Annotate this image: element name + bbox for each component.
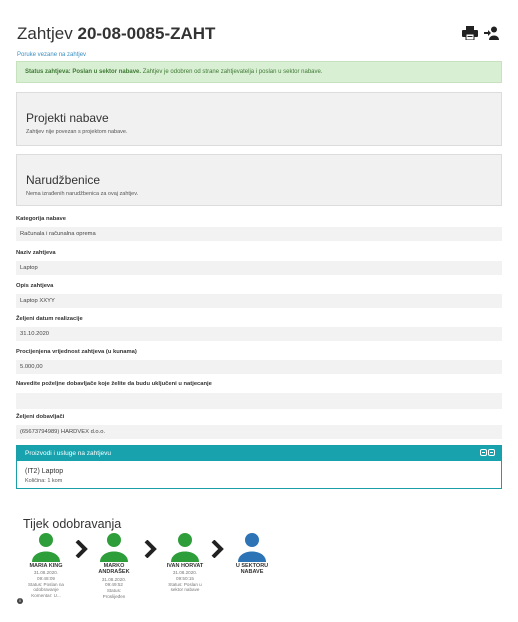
step-status-cont: Proslijeđen xyxy=(102,593,126,599)
step-time: 09:50:15 xyxy=(176,576,194,581)
user-icon xyxy=(169,532,201,562)
field-label: Opis zahtjeva xyxy=(16,283,54,289)
approval-flow-title: Tijek odobravanja xyxy=(23,517,122,531)
approver-meta xyxy=(16,570,76,604)
field-label: Procijenjena vrijednost zahtjeva (u kunama) xyxy=(16,349,137,355)
approval-step xyxy=(155,532,215,593)
approver-name: MARKO ANDRAŠEK xyxy=(98,563,130,576)
approver-name: U SEKTORU NABAVE xyxy=(235,563,269,576)
products-toggle xyxy=(480,449,495,456)
step-status: Status: Poslan na xyxy=(27,581,64,587)
page-title xyxy=(17,24,215,44)
field-label: Navedite poželjne dobavljače koje želite da budu uključeni u natjecanje xyxy=(16,381,212,387)
status-alert xyxy=(16,61,502,83)
approver-name: IVAN HORVAT xyxy=(166,563,204,569)
info-icon[interactable]: i xyxy=(17,598,23,604)
user-icon xyxy=(30,532,62,562)
step-status: Status: Poslan u xyxy=(168,581,202,587)
header-actions xyxy=(462,26,500,40)
user-icon xyxy=(98,532,130,562)
approval-step xyxy=(84,532,144,599)
step-date: 31.08.2020. xyxy=(172,570,198,576)
request-number: 20-08-0085-ZAHT xyxy=(77,24,216,43)
field-label: Željeni dobavljači xyxy=(16,414,65,420)
status-label: Status zahtjeva: Poslan u sektor nabave. xyxy=(25,69,142,75)
approval-step xyxy=(222,532,282,576)
products-header xyxy=(17,446,501,461)
collapse-all-icon[interactable] xyxy=(488,449,495,456)
step-comment-text: Komentar: U... xyxy=(31,592,61,598)
step-time: 09:49:52 xyxy=(105,582,123,588)
field-value: 31.10.2020 xyxy=(16,327,502,341)
procurement-projects-text: Zahtjev nije povezan s projektom nabave. xyxy=(26,129,128,135)
purchase-orders-text: Nema izrađenih narudžbenica za ovaj zahtjev. xyxy=(26,191,139,197)
field-label: Kategorija nabave xyxy=(16,216,66,222)
step-status-cont: odobravanje xyxy=(33,587,59,593)
field-value: Laptop XXYY xyxy=(16,294,502,308)
approval-step xyxy=(16,532,76,604)
products-panel xyxy=(16,445,502,489)
approver-meta xyxy=(84,577,144,599)
field-value: Računala i računalna oprema xyxy=(16,227,502,241)
printer-icon[interactable] xyxy=(462,26,478,40)
field-value: (65673794989) HARDVEX d.o.o. xyxy=(16,425,502,439)
user-reassign-icon[interactable] xyxy=(484,26,500,40)
products-header-title: Proizvodi i usluge na zahtjevu xyxy=(25,450,111,457)
approver-name: MARIA KING xyxy=(29,563,63,569)
field-value: Laptop xyxy=(16,261,502,275)
user-icon xyxy=(236,532,268,562)
procurement-projects-panel xyxy=(16,92,502,146)
step-date: 31.08.2020. xyxy=(33,570,59,576)
status-description: Zahtjev je odobren od strane zahtjevatelja i poslan u sektor nabave. xyxy=(142,69,323,75)
related-messages-link[interactable]: Poruke vezane na zahtjev xyxy=(17,52,87,58)
field-value: 5.000,00 xyxy=(16,360,502,374)
field-value xyxy=(16,393,502,409)
product-item-quantity: Količina: 1 kom xyxy=(25,478,63,484)
collapse-icon[interactable] xyxy=(480,449,487,456)
product-item-name: (IT2) Laptop xyxy=(25,468,64,475)
field-label: Naziv zahtjeva xyxy=(16,250,56,256)
step-date: 31.08.2020. xyxy=(101,576,127,582)
step-status-cont: sektor nabave xyxy=(170,587,200,593)
procurement-projects-title: Projekti nabave xyxy=(26,111,109,125)
step-status: Status: xyxy=(106,588,122,593)
approver-meta xyxy=(155,570,215,592)
title-prefix: Zahtjev xyxy=(17,24,73,43)
field-label: Željeni datum realizacije xyxy=(16,316,83,322)
step-comment xyxy=(16,593,76,605)
purchase-orders-title: Narudžbenice xyxy=(26,173,101,187)
purchase-orders-panel xyxy=(16,154,502,206)
step-time: 09:48:09 xyxy=(37,576,55,581)
